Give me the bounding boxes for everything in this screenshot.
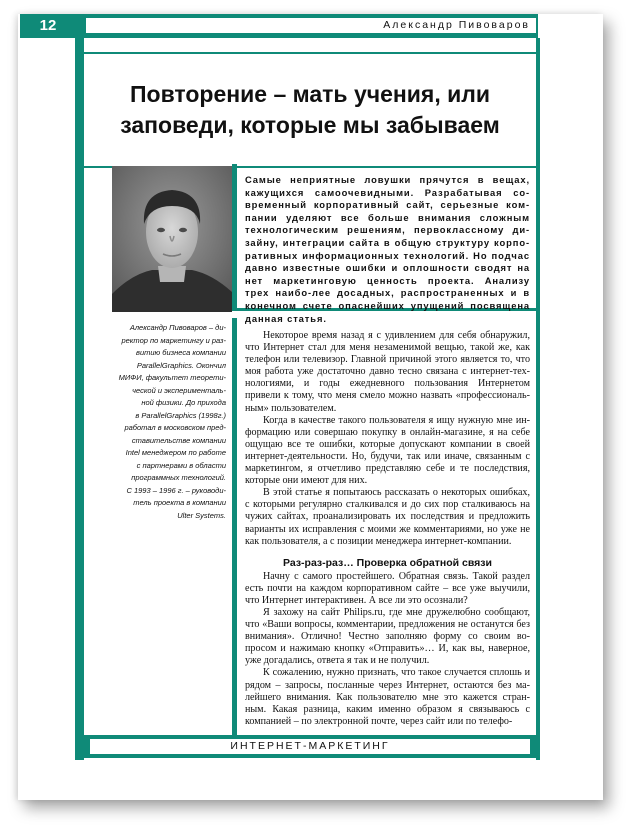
header-bar	[20, 14, 538, 38]
section-heading: Раз-раз-раз… Проверка обратной связи	[282, 556, 492, 569]
caption-line: ректор по маркетингу и раз-	[121, 335, 226, 345]
caption-line: программных технологий.	[131, 473, 226, 482]
caption-line: тель проекта в компании	[133, 498, 226, 507]
caption-line: ставительстве компании	[131, 435, 226, 445]
caption-line: работал в московском пред-	[124, 423, 226, 432]
title-box	[84, 52, 536, 168]
title-line-1: Повторение – мать учения, или	[129, 81, 490, 107]
caption-line: ParallelGraphics. Окончил	[136, 360, 226, 370]
caption-line: ной физики. До прихода	[141, 398, 226, 407]
lead-box	[232, 164, 536, 324]
caption-line: ческой и эксперименталь-	[132, 385, 226, 395]
caption-line: Александр Пивоваров – ди-	[129, 323, 226, 332]
article-title	[120, 79, 500, 141]
author-caption	[96, 322, 226, 522]
caption-line: с партнерами в области	[136, 460, 226, 470]
title-line-2: заповеди, которые мы забываем	[120, 112, 500, 138]
caption-line: Intel менеджером по работе	[125, 448, 226, 457]
author-portrait-image	[112, 166, 232, 312]
body-paragraph: Некоторое время назад я с удивлением для себя обнаружил, что Интернет стал для меня незаменимой вещью, такой же, как телефон или телевизор. Главной причиной этого является то, что моя работа уже достаточно давно тесно связана с интернет-тех-нологиями, и годы ежедневного пользования Интернетом привели к тому, что меня смело можно назвать «профессиональ-ным» пользователем.	[245, 330, 530, 414]
caption-line: Ulter Systems.	[177, 510, 226, 520]
body-paragraph: Я захожу на сайт Philips.ru, где мне дружелюбно сообщают, что «Ваши вопросы, комментарии, предложения не останутся без внимания». Отлично! Честно заполняю форму со своим во-просом и нажимаю кнопку «Отправить»… И, как вы, наверное, уже догадались, ответа я так и не получил.	[245, 606, 530, 667]
body-paragraph: К сожалению, нужно признать, что такое случается сплошь и рядом – запросы, посланные через Интернет, остаются без ма-лейшего внимания. Как пользователю мне это кажется стран-ным. Какая разница, каким именно образом я связываюсь с компанией – по электронной почте, через сайт или по телефо-	[245, 667, 530, 727]
left-accent-bar	[75, 38, 84, 760]
caption-line: в ParallelGraphics (1998г.)	[135, 410, 226, 420]
author-photo	[112, 166, 232, 312]
body-paragraph: В этой статье я попытаюсь рассказать о некоторых ошибках, с которыми регулярно сталкивался и до сих пор сталкиваюсь на чужих сайтах, проанализировать их последствия и предложить варианты их исправления с моими же комментариями, но уже не как пользователя, а с позиции менеджера интернет-компании.	[245, 487, 530, 547]
section-footer: ИНТЕРНЕТ-МАРКЕТИНГ	[90, 739, 530, 754]
page-number: 12	[39, 17, 57, 34]
body-paragraph: Начну с самого простейшего. Обратная связь. Такой раздел есть почти на каждом корпоративном сайте – все уже выучили, что Интернет интерактивен. А все ли это осознали?	[245, 570, 530, 606]
caption-line: МИФИ, факультет теорети-	[118, 373, 226, 382]
article-lead: Самые неприятные ловушки прячутся в вещах, кажущихся самоочевидными. Разрабатывая со-временный корпоративный сайт, серьезные ком-пании уделяют все больше внимания сложным технологическим решениям, первоклассному ди-зайну, интеграции сайта в общую структуру корпо-ративных информационных технологий. Но подчас давно известные ошибки и оплошности сводят на нет маркетинговую ценность проекта. Анализу трех наибо-лее досадных, распространенных и в конечном счете опаснейших упущений посвящена данная статья.	[245, 174, 530, 324]
caption-line: С 1993 – 1996 г. – руководи-	[126, 485, 226, 495]
body-paragraph: Когда в качестве такого пользователя я ищу нужную мне ин-формацию или совершаю покупку в онлайн-магазине, я на себе ощущаю все те ошибки, которые допускают компании в своей интернет-деятельности. Но, будучи, так или иначе, связанным с маркетингом, я отчетливо представляю себе и те последствия, которые они имеют для них.	[245, 414, 530, 487]
footer-bar	[84, 735, 536, 758]
article-body	[232, 318, 536, 735]
caption-line: витию бизнеса компании	[136, 348, 226, 357]
running-header-author: Александр Пивоваров	[86, 18, 536, 33]
right-accent-bar	[536, 38, 540, 760]
